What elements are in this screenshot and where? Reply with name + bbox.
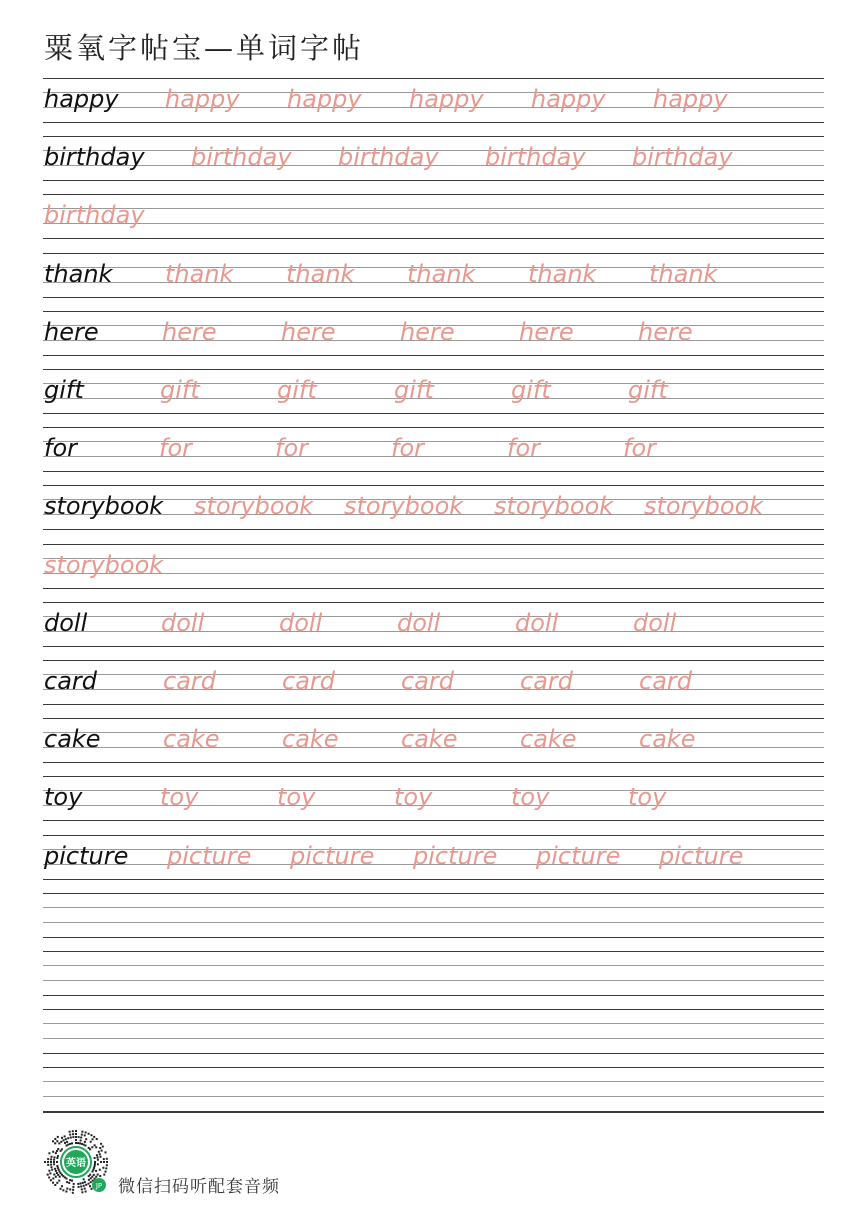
trace-word: for bbox=[391, 434, 424, 462]
word-row bbox=[43, 718, 824, 776]
word-row bbox=[43, 1067, 824, 1125]
word-row bbox=[43, 194, 824, 252]
model-word: picture bbox=[44, 842, 129, 870]
trace-word: card bbox=[639, 667, 693, 695]
trace-word: birthday bbox=[191, 143, 292, 171]
trace-word: gift bbox=[628, 376, 668, 404]
trace-word: picture bbox=[167, 842, 252, 870]
qr-code-icon[interactable] bbox=[42, 1128, 110, 1196]
trace-word: happy bbox=[531, 85, 606, 113]
trace-word: gift bbox=[160, 376, 200, 404]
trace-word: card bbox=[282, 667, 336, 695]
word-row bbox=[43, 253, 824, 311]
model-word: toy bbox=[44, 783, 83, 811]
trace-word: thank bbox=[528, 260, 597, 288]
word-row bbox=[43, 776, 824, 834]
trace-word: gift bbox=[511, 376, 551, 404]
word-row bbox=[43, 951, 824, 1009]
trace-word: here bbox=[162, 318, 217, 346]
word-row bbox=[43, 78, 824, 136]
trace-word: gift bbox=[394, 376, 434, 404]
word-row bbox=[43, 544, 824, 602]
model-word: birthday bbox=[44, 143, 145, 171]
trace-word: doll bbox=[161, 609, 205, 637]
trace-word: here bbox=[281, 318, 336, 346]
footer-caption: 微信扫码听配套音频 bbox=[118, 1177, 280, 1197]
word-row bbox=[43, 893, 824, 951]
trace-word: picture bbox=[659, 842, 744, 870]
trace-word: cake bbox=[639, 725, 696, 753]
rule-line bbox=[43, 1112, 824, 1113]
trace-word: cake bbox=[163, 725, 220, 753]
model-word: happy bbox=[44, 85, 119, 113]
trace-word: storybook bbox=[644, 492, 764, 520]
model-word: storybook bbox=[44, 492, 164, 520]
trace-word: happy bbox=[287, 85, 362, 113]
model-word: doll bbox=[44, 609, 88, 637]
model-word: thank bbox=[44, 260, 113, 288]
trace-word: birthday bbox=[632, 143, 733, 171]
trace-word: toy bbox=[511, 783, 550, 811]
trace-word: for bbox=[159, 434, 192, 462]
trace-word: toy bbox=[628, 783, 667, 811]
word-row bbox=[43, 136, 824, 194]
word-row bbox=[43, 427, 824, 485]
trace-word: for bbox=[623, 434, 656, 462]
model-word: here bbox=[44, 318, 99, 346]
trace-word: doll bbox=[633, 609, 677, 637]
trace-word: for bbox=[275, 434, 308, 462]
trace-word: thank bbox=[649, 260, 718, 288]
trace-word: doll bbox=[515, 609, 559, 637]
footer bbox=[42, 1128, 442, 1198]
trace-word: storybook bbox=[194, 492, 314, 520]
trace-word: happy bbox=[409, 85, 484, 113]
trace-word: toy bbox=[394, 783, 433, 811]
trace-word: cake bbox=[282, 725, 339, 753]
word-row bbox=[43, 602, 824, 660]
trace-word: picture bbox=[536, 842, 621, 870]
trace-word: happy bbox=[653, 85, 728, 113]
trace-word: card bbox=[520, 667, 574, 695]
word-row bbox=[43, 835, 824, 893]
word-row bbox=[43, 311, 824, 369]
trace-word: cake bbox=[401, 725, 458, 753]
trace-word: thank bbox=[407, 260, 476, 288]
trace-word: for bbox=[507, 434, 540, 462]
trace-word: storybook bbox=[44, 551, 164, 579]
trace-word: card bbox=[163, 667, 217, 695]
trace-word: thank bbox=[165, 260, 234, 288]
model-word: card bbox=[44, 667, 98, 695]
page-title: 粟氧字帖宝—单词字帖 bbox=[44, 31, 365, 65]
trace-word: birthday bbox=[485, 143, 586, 171]
word-row bbox=[43, 660, 824, 718]
trace-word: storybook bbox=[344, 492, 464, 520]
trace-word: storybook bbox=[494, 492, 614, 520]
trace-word: picture bbox=[290, 842, 375, 870]
trace-word: cake bbox=[520, 725, 577, 753]
trace-word: here bbox=[638, 318, 693, 346]
trace-word: doll bbox=[279, 609, 323, 637]
trace-word: picture bbox=[413, 842, 498, 870]
trace-word: toy bbox=[160, 783, 199, 811]
trace-word: doll bbox=[397, 609, 441, 637]
model-word: gift bbox=[44, 376, 84, 404]
badge-label: 英语 bbox=[66, 1158, 86, 1169]
corner-label: JP bbox=[95, 1182, 103, 1190]
trace-word: here bbox=[400, 318, 455, 346]
trace-word: birthday bbox=[338, 143, 439, 171]
model-word: cake bbox=[44, 725, 101, 753]
word-row bbox=[43, 485, 824, 543]
word-row bbox=[43, 1009, 824, 1067]
trace-word: gift bbox=[277, 376, 317, 404]
model-word: for bbox=[44, 434, 77, 462]
trace-word: here bbox=[519, 318, 574, 346]
trace-word: thank bbox=[286, 260, 355, 288]
word-row bbox=[43, 369, 824, 427]
trace-word: toy bbox=[277, 783, 316, 811]
trace-word: card bbox=[401, 667, 455, 695]
trace-word: birthday bbox=[44, 201, 145, 229]
trace-word: happy bbox=[165, 85, 240, 113]
